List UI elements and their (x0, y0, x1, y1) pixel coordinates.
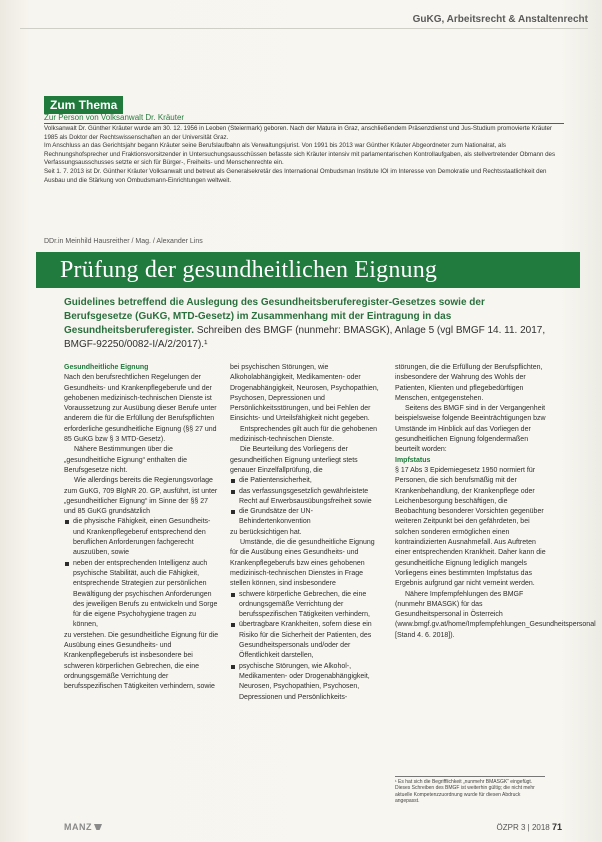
paragraph: Die Beurteilung des Vorliegens der gesundheitlichen Eignung unterliegt stets genauer Einzelfallprüfung, die (230, 446, 358, 474)
authors: DDr.in Meinhild Hausreither / Mag. / Alexander Lins (44, 238, 203, 245)
lead-plain: Schreiben des BMGF (nunmehr: BMASGK), Anlage 5 (vgl BMGF 14. 11. 2017, BMGF-92250/0082-I/A/2/2017).¹ (64, 325, 546, 350)
paragraph: Wie allerdings bereits die Regierungsvorlage zum GuKG, 709 BlgNR 20. GP, ausführt, ist unter „gesundheitlicher Eignung“ im Sinne der §§ 27 und 85 GuKG grundsätzlich (64, 477, 218, 516)
logo-mark-icon (94, 824, 102, 830)
paragraph: Nach den berufsrechtlichen Regelungen der Gesundheits- und Krankenpflegeberufe und der gehobenen medizinisch-technischen Dienste ist Voraussetzung zur Ausübung dieser Berufe unter anderem die für die Erfüllung der Berufspflichten erforderliche gesundheitliche Eignung (§§ 27 und 85 GuKG bzw § 3 MTD-Gesetz). (64, 374, 217, 444)
list-item: die physische Fähigkeit, einen Gesundheits- und Krankenpflegeberuf entsprechend den beruflichen Anforderungen fachgerecht auszuüben, sowie (64, 517, 220, 558)
zum-thema-paragraph: Im Anschluss an das Gerichtsjahr begann Kräuter seine Berufslaufbahn als Verwaltungsjurist. Von 1991 bis 2013 war Günther Kräuter Abgeordneter zum Nationalrat, als Rechnungshofsprecher und Fraktionsvorsitzender in Untersuchungsausschüssen befasste sich Kräuter intensiv mit parlamentarischen Kontrollaufgaben, als stellvertretender Obmann des Verfassungsausschusses setzte er sich für Bürger-, Freiheits- und Menschenrechte ein. (44, 142, 556, 167)
bullet-list (230, 590, 380, 703)
article-title: Prüfung der gesundheitlichen Eignung (60, 257, 438, 283)
list-item: psychische Störungen, wie Alkohol-, Medikamenten- oder Drogenabhängigkeit, Neurosen, Psychopathien, Psychosen, Depressionen und Persönlichkeits- (230, 662, 380, 703)
page-number: 71 (551, 822, 562, 832)
column-2 (230, 363, 380, 703)
journal-issue: ÖZPR 3 | 2018 (496, 823, 550, 832)
publisher-logo (64, 822, 102, 832)
column-1 (64, 363, 220, 693)
paragraph: Umstände, die die gesundheitliche Eignung für die Ausübung eines Gesundheits- und Krankenpflegeberufs bzw eines gehobenen medizinisch-technischen Dienstes in Frage stellen können, sind insbesondere (230, 539, 375, 588)
list-item: schwere körperliche Gebrechen, die eine ordnungsgemäße Verrichtung der berufsspezifischen Tätigkeiten verhindern, (230, 590, 380, 621)
header-rule (20, 28, 588, 29)
footnote: ¹ Es hat sich die Begrifflichkeit „nunmehr BMASGK“ eingefügt. Dieses Schreiben des BMGF ist weiterhin gültig; die nicht mehr aktuelle Kompetenzzuordnung wurde für diesen Abdruck angepasst. (395, 776, 545, 804)
zum-thema-paragraph: Volksanwalt Dr. Günther Kräuter wurde am 30. 12. 1956 in Leoben (Steiermark) geboren. Nach der Matura in Graz, anschließendem Präsenzdienst und Jus-Studium promovierte Kräuter 1985 als Doktor der Rechtswissenschaften an der Universität Graz. (44, 125, 552, 141)
paragraph: Nähere Bestimmungen über die „gesundheitliche Eignung“ enthalten die Berufsgesetze nicht. (64, 446, 187, 474)
zum-thema-paragraph: Seit 1. 7. 2013 ist Dr. Günther Kräuter Volksanwalt und betreut als Generalsekretär des International Ombudsman Institute IOI im Interesse von Demokratie und Rechtsstaatlichkeit den Ausbau und die Stärkung von Ombudsmann-Einrichtungen weltweit. (44, 167, 547, 184)
paragraph: zu verstehen. Die gesundheitliche Eignung für die Ausübung eines Gesundheits- und Krankenpflegeberufs ist insbesondere bei schweren körperlichen Gebrechen, die eine ordnungsgemäße Verrichtung der berufsspezifischen Tätigkeiten verhindern, sowie (64, 631, 219, 691)
zum-thema-title: Zum Thema (44, 96, 123, 114)
zum-thema-subtitle: Zur Person von Volksanwalt Dr. Kräuter (44, 113, 564, 124)
running-head: GuKG, Arbeitsrecht & Anstaltenrecht (412, 14, 588, 25)
bullet-list (230, 476, 380, 527)
paragraph: zu berücksichtigen hat. (230, 528, 302, 536)
paragraph: § 17 Abs 3 Epidemiegesetz 1950 normiert für Personen, die sich berufsmäßig mit der Krankenbehandlung, der Krankenpflege oder Leichenbesorgung beschäftigen, die Beobachtung besonderer Vorsichten gegenüber weiteren Zeitpunkt bei den gefährdeten, bei solchen sonderen ermöglichen einen kontraindizierten Ausnahmefall. Aus Auftreten einer entsprechenden Krankheit. Daher kann die gesundheitliche Eignung lediglich mangels Vorliegens eines bestimmten Impfstatus das Ergebnis aufgrund gar nicht verneint werden. (395, 466, 546, 588)
paragraph: Seitens des BMGF sind in der Vergangenheit beispielsweise folgende Beeinträchtigungen bzw Umstände im Hinblick auf das Vorliegen der gesundheitlichen Eignung folgendermaßen beurteilt worden: (395, 405, 546, 454)
paragraph: störungen, die die Erfüllung der Berufspflichten, insbesondere der Wahrung des Wohls der Patienten, Klienten und pflegebedürftigen Menschen, entgegenstehen. (395, 364, 543, 402)
list-item: übertragbare Krankheiten, sofern diese ein Risiko für die Sicherheit der Patienten, des Gesundheitspersonals und/oder der Öffentlichkeit darstellen, (230, 620, 380, 661)
list-item: das verfassungsgesetzlich gewährleistete Recht auf Erwerbsausübungsfreiheit sowie (230, 487, 380, 508)
lead-paragraph (64, 296, 552, 352)
list-item: die Patientensicherheit, (230, 476, 380, 486)
list-item: neben der entsprechenden Intelligenz auch psychische Stabilität, auch die Fähigkeit, entsprechende Strategien zur persönlichen Bewältigung der psychischen Anforderungen des jeweiligen Berufs zu entwickeln und Sorge für die eigene Psychohygiene tragen zu können, (64, 559, 220, 631)
title-banner (36, 252, 580, 288)
section-heading: Impfstatus (395, 456, 431, 464)
paragraph: Nähere Impfempfehlungen des BMGF (nunmehr BMASGK) für das Gesundheitspersonal in Österreich (www.bmgf.gv.at/home/Impfempfehlungen_Gesundheitspersonal [Stand 4. 6. 2018]). (395, 590, 596, 639)
lead-bold: Guidelines betreffend die Auslegung des Gesundheitsberuferegister-Gesetzes sowie der Berufsgesetze (GuKG, MTD-Gesetz) im Zusammenhang mit der Eintragung in das Gesundheitsberuferegister. (64, 297, 485, 336)
column-3 (395, 363, 596, 641)
paragraph: bei psychischen Störungen, wie Alkoholabhängigkeit, Medikamenten- oder Drogenabhängigkeit, Neurosen, Psychopathien, Psychosen, Depressionen und Persönlichkeitsstörungen, und bei Fehlen der Einsichts- und Urteilsfähigkeit nicht gegeben. (230, 364, 379, 423)
zum-thema-body (44, 125, 566, 185)
section-heading: Gesundheitliche Eignung (64, 364, 149, 371)
paragraph: Entsprechendes gilt auch für die gehobenen medizinisch-technischen Dienste. (230, 425, 377, 444)
bullet-list (64, 517, 220, 630)
logo-text: MANZ (64, 822, 92, 832)
list-item: die Grundsätze der UN-Behindertenkonvention (230, 507, 380, 528)
page-footer (497, 822, 562, 832)
